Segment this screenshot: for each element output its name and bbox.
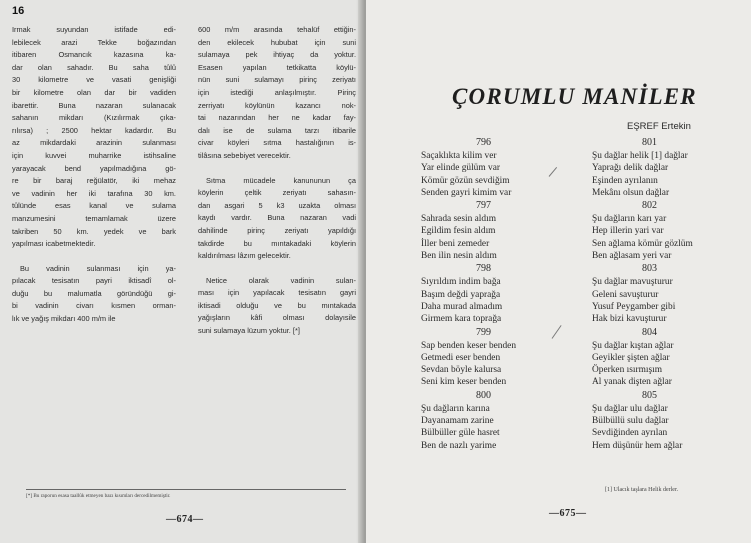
text-line: ve vadinin her iki tarafına 30 km.: [12, 188, 176, 198]
mani-line: Hem düşünür hem ağlar: [592, 440, 683, 451]
poems-column-right: [592, 136, 742, 452]
text-line: lık ve yağış mikdarı 400 m/m ile: [12, 314, 116, 324]
mani-line: Sap benden keser benden: [421, 340, 517, 351]
mani-line: Bülbüllü sulu dağlar: [592, 416, 669, 427]
text-line: pılacak tesisatın payri iktisadî ol-: [12, 276, 176, 286]
text-line: bi vadinin civarı kısmen orman-: [12, 301, 176, 311]
mani-poem: [421, 199, 601, 262]
text-line: re bir baraj reğülatör, iki mehaz: [12, 176, 176, 186]
text-line: rılırsa) ; 2500 hektar kadardır. Bu: [12, 125, 176, 135]
mani-number: 803: [642, 263, 657, 275]
mani-line: Geyikler şişten ağlar: [592, 352, 670, 363]
mani-poem: [421, 389, 601, 452]
mani-number: 802: [642, 200, 657, 212]
text-line: ması için yapılacak tesisatın gayri: [198, 288, 356, 298]
text-line: suni sulamaya lüzum yoktur. [*]: [198, 326, 300, 336]
text-line: Esasen yapılan tetkikatta köylü-: [198, 62, 356, 72]
text-line: den ekilecek hububat için suni: [198, 37, 356, 47]
mani-line: Daha murad almadım: [421, 301, 503, 312]
mani-poem: [592, 326, 742, 389]
text-line: tilâsına sebebiyet verecektir.: [198, 150, 291, 160]
text-line: az mikdardaki arazinin sulanması: [12, 138, 176, 148]
mani-poem: [421, 136, 601, 199]
mani-number: 797: [476, 200, 491, 212]
mani-number: 804: [642, 326, 657, 338]
footnote-right: [1] Ulacık taşlara Helik derler.: [605, 487, 679, 493]
mani-number: 798: [476, 263, 491, 275]
mani-line: Dayanamam zarine: [421, 416, 494, 427]
text-line: duğu bu malumatla göründüğü gi-: [12, 288, 176, 298]
text-line: sulamaya pek ihtiyaç da yoktur.: [198, 50, 356, 60]
mani-line: Sevdan böyle kalursa: [421, 365, 502, 376]
mani-line: Ben ilin nesin aldım: [421, 251, 497, 262]
text-line: Sıtma mücadele kanununun ça: [206, 175, 356, 185]
text-line: bir kilometre olan dar bir vadiden: [12, 87, 176, 97]
mani-line: Egildim fesin aldım: [421, 226, 496, 237]
mani-line: Şu dağların karına: [421, 403, 490, 414]
poems-column-left: [421, 136, 601, 452]
folio-right: —675—: [549, 508, 587, 519]
mani-line: Girmem kara toprağa: [421, 314, 502, 325]
author-name: EŞREF Ertekin: [627, 121, 691, 132]
text-line: Irmak suyundan istifade edi-: [12, 25, 176, 34]
mani-poem: [421, 262, 601, 325]
mani-line: Sen ağlama kömür gözlüm: [592, 238, 693, 249]
mani-line: Şu dağlar kıştan ağlar: [592, 340, 674, 351]
mani-number: 796: [476, 137, 491, 148]
mani-number: 800: [476, 389, 491, 401]
mani-line: Senden gayri kimim var: [421, 187, 512, 198]
footnote-left: [*] Bu raporun esasa taallûk etmeyen bazı kısımları dercedilmemiştir.: [26, 489, 346, 499]
mani-line: Geleni savuşturur: [592, 289, 659, 300]
paragraph-gap: [198, 163, 356, 175]
mani-line: Şu dağların karı yar: [592, 214, 667, 225]
text-line: Bu vadinin sulanması için ya-: [20, 263, 176, 273]
text-line: itibaren Osmancık kazasına ka-: [12, 50, 176, 60]
text-line: dar olan sahadır. Bu saha tûlû: [12, 62, 176, 72]
text-line: zerriyatı köylünün kazancı nok-: [198, 100, 356, 110]
mani-line: Saçaklıkta kilim ver: [421, 151, 497, 161]
text-line: Netice olarak vadinin sulan-: [206, 275, 356, 285]
text-line: iktisadi olduğu ve bu mıntakada: [198, 300, 356, 310]
mani-line: Yar elinde gülüm var: [421, 163, 500, 174]
text-line: kaydı vardır. Buna nazaran vadi: [198, 213, 356, 223]
mani-poem: [592, 136, 742, 199]
mani-poem: [592, 262, 742, 325]
paragraph-gap: [198, 263, 356, 275]
mani-line: Hak bizi kavuşturur: [592, 314, 667, 325]
mani-line: Başım değdi yaprağa: [421, 289, 501, 300]
mani-line: Mekânı olsun dağlar: [592, 187, 670, 198]
mani-line: Eşinden ayrılanın: [592, 175, 658, 186]
page-number-top: 16: [12, 5, 25, 17]
mani-line: Bülbüller güle hasret: [421, 428, 500, 439]
text-line: için kuvvei muharrike istihsaline: [12, 150, 176, 160]
left-page: [0, 0, 366, 543]
mani-line: Kömür gözün sevdiğim: [421, 175, 510, 186]
text-line: takdirde bu mıntakadaki köylerin: [198, 238, 356, 248]
text-line: için istediği anlaşılmıştır. Pirinç: [198, 87, 356, 97]
mani-number: 799: [476, 326, 491, 338]
mani-line: Al yanak dişten ağlar: [592, 377, 672, 388]
mani-line: Getmedi eser benden: [421, 352, 501, 363]
mani-line: Sıyrıldım indim bağa: [421, 277, 501, 288]
text-line: yağışların kâfi olması dolayısile: [198, 313, 356, 323]
text-line: dalı ise de sulama tarzı itibarile: [198, 125, 356, 135]
text-line: manzumesini temamlamak üzere: [12, 213, 176, 223]
mani-line: Şu dağlar mavuşturur: [592, 277, 673, 288]
mani-line: Şu dağlar helik [1] dağlar: [592, 151, 688, 161]
mani-line: İller beni zemeder: [421, 238, 490, 249]
paragraph-gap: [12, 251, 176, 263]
mani-line: Yaprağı delik dağlar: [592, 163, 669, 174]
text-line: sahanın mikdarı (Kızılırmak çıka-: [12, 113, 176, 123]
mani-number: 801: [642, 137, 657, 148]
mani-line: Öperken ısırmışım: [592, 365, 663, 376]
text-line: tûlünde esas kanal ve sulama: [12, 201, 176, 211]
text-line: 600 m/m arasında tehalüf ettiğin-: [198, 25, 356, 34]
text-line: ibarettir. Buna nazaran sulanacak: [12, 100, 176, 110]
text-line: dan asgari 5 k3 uzakta olması: [198, 200, 356, 210]
text-line: nün suni sulamayı pirinç zeriyatı: [198, 75, 356, 85]
text-line: yarayacak bend yapılmadığına gö-: [12, 163, 176, 173]
text-line: dahilinde pirinç zeriyatı yapıldığı: [198, 225, 356, 235]
text-line: takriben 50 km. yedek ve bark: [12, 226, 176, 236]
text-line: lebilecek arazi Tekke boğazından: [12, 37, 176, 47]
page-title: ÇORUMLU MANİLER: [452, 84, 697, 109]
mani-line: Seni kim keser benden: [421, 377, 507, 388]
text-line: yapılması icabetmektedir.: [12, 239, 96, 249]
text-column-1: [12, 24, 176, 326]
text-line: tai nazarından her ne kadar fay-: [198, 113, 356, 123]
mani-number: 805: [642, 389, 657, 401]
text-line: kaldırılması lâzım gelecektir.: [198, 251, 291, 261]
mani-poem: [421, 326, 601, 389]
mani-line: Şu dağlar ulu dağlar: [592, 403, 668, 414]
mani-line: Sevdiğinden ayrılan: [592, 428, 668, 439]
folio-left: —674—: [166, 514, 204, 525]
mani-line: Yusuf Peygamber gibi: [592, 301, 676, 312]
mani-poem: [592, 389, 742, 452]
text-line: 30 kilometre ve vasati genişliği: [12, 75, 176, 85]
mani-line: Ben ağlasam yeri var: [592, 251, 672, 262]
text-line: civar köyleri sıtma hastalığının is-: [198, 138, 356, 148]
mani-line: Hep illerin yari var: [592, 226, 664, 237]
mani-poem: [592, 199, 742, 262]
text-line: köylerin çeltik zeriyatı sahasın-: [198, 188, 356, 198]
mani-line: Ben de nazlı yarime: [421, 440, 497, 451]
mani-line: Sahrada sesin aldım: [421, 214, 496, 225]
right-page: [366, 0, 751, 543]
text-column-2: [198, 24, 356, 338]
